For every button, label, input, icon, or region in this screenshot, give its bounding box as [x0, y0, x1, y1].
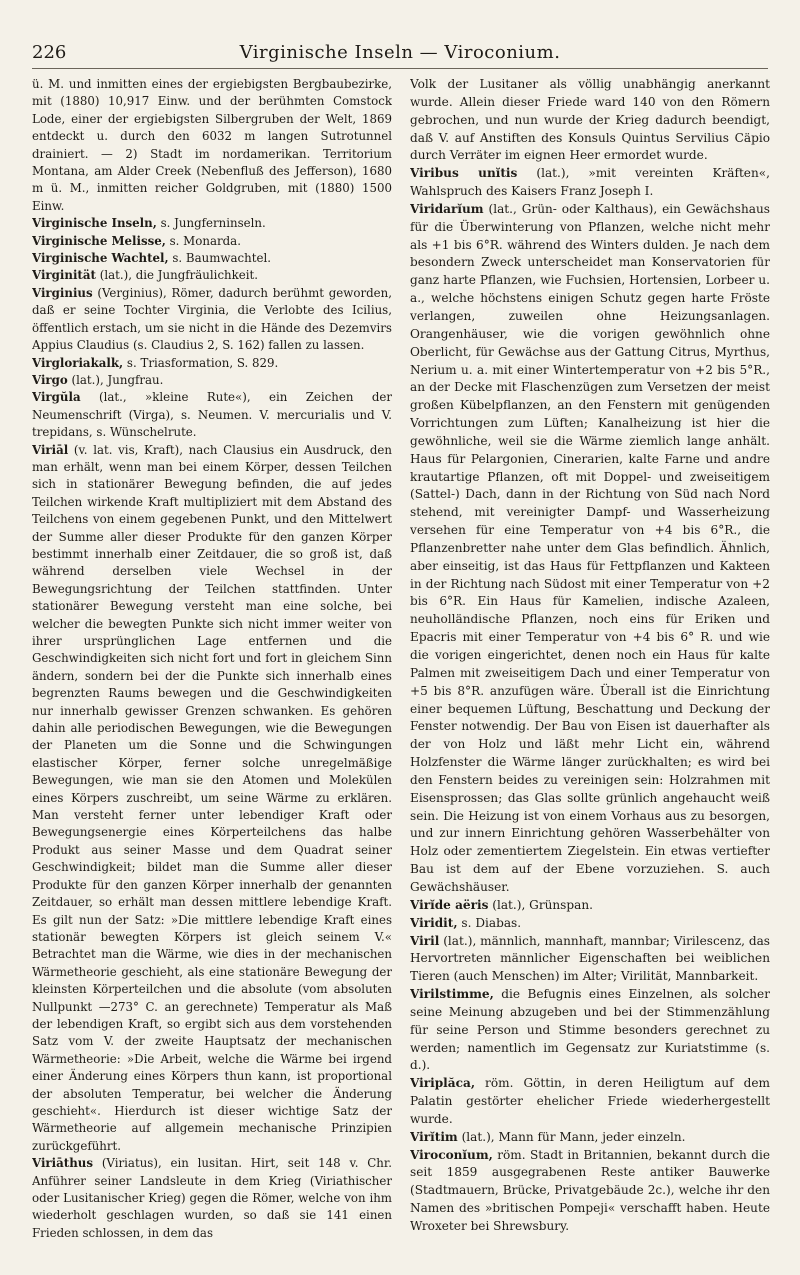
- entry-headword: Virginius: [32, 285, 93, 300]
- entry-headword: Virgŭla: [32, 390, 81, 405]
- entry-headword: Virilstimme,: [410, 987, 494, 1002]
- entry-text: (lat.), Jungfrau.: [67, 372, 164, 387]
- dictionary-entry: [410, 1075, 770, 1129]
- dictionary-entry: [410, 986, 770, 1075]
- entry-headword: Viridarĭum: [410, 201, 484, 216]
- entry-headword: Virginische Wachtel,: [32, 251, 169, 266]
- entry-text: s. Diabas.: [457, 915, 522, 930]
- entry-text: röm. Göttin, in deren Heiligtum auf dem Palatin gestörter ehelicher Friede wiederhergestellt wurde.: [410, 1076, 770, 1126]
- entry-text: (lat.), Mann für Mann, jeder einzeln.: [457, 1129, 686, 1144]
- entry-continuation: [410, 76, 770, 165]
- entry-text: s. Triasformation, S. 829.: [123, 355, 279, 370]
- right-column: [410, 76, 770, 1261]
- dictionary-entry: [32, 442, 392, 1156]
- entry-text: s. Monarda.: [165, 233, 241, 248]
- entry-headword: Virĭde aëris: [410, 897, 489, 912]
- entry-text: s. Jungferninseln.: [156, 216, 266, 231]
- entry-text: (lat.), Grünspan.: [488, 897, 593, 912]
- dictionary-entry: [32, 355, 392, 372]
- entry-headword: Viriāl: [32, 442, 69, 457]
- entry-text: die Befugnis eines Einzelnen, als solcher seine Meinung abzugeben und bei der Stimmenzählung für seine Person und Stimme besonders gerechnet zu werden; namentlich im Gegensatz zur Kuriatstimme (s. d.).: [410, 987, 770, 1073]
- entry-text: (lat.), die Jungfräulichkeit.: [95, 268, 259, 283]
- dictionary-entry: [32, 267, 392, 284]
- entry-headword: Viriplăca,: [410, 1076, 476, 1091]
- entry-headword: Virĭtim: [410, 1129, 458, 1144]
- entry-headword: Viridit,: [410, 915, 458, 930]
- page-header: [32, 40, 768, 69]
- entry-text: röm. Stadt in Britannien, bekannt durch die seit 1859 ausgegrabenen Reste antiker Bauwerke (Stadtmauern, Brücke, Privatgebäude 2c.), welche ihr den Namen des »britischen Pompeji« verschafft haben. Heute Wroxeter bei Shrewsbury.: [410, 1147, 770, 1233]
- dictionary-entry: [32, 1155, 392, 1242]
- entry-headword: Virginische Inseln,: [32, 216, 157, 231]
- entry-headword: Virgloriakalk,: [32, 355, 124, 370]
- dictionary-entry: [410, 933, 770, 987]
- dictionary-entry: [410, 915, 770, 933]
- dictionary-entry: [32, 215, 392, 232]
- entry-text: ü. M. und inmitten eines der ergiebigsten Bergbaubezirke, mit (1880) 10,917 Einw. und der berühmten Comstock Lode, einer der ergiebigsten Silbergruben der Welt, 1869 entdeckt u. durch den 6032 m langen Sutrotunnel drainiert. — 2) Stadt im nordamerikan. Territorium Montana, am Alder Creek (Nebenfluß des Jefferson), 1680 m ü. M., inmitten reicher Goldgruben, mit (1880) 1500 Einw.: [32, 77, 392, 213]
- entry-text: (lat.), männlich, mannhaft, mannbar; Virilescenz, das Hervortreten männlicher Eigenschaften bei weiblichen Tieren (auch Menschen) im Alter; Virilität, Mannbarkeit.: [410, 933, 770, 984]
- dictionary-entry: [32, 372, 392, 389]
- dictionary-entry: [32, 285, 392, 355]
- entry-headword: Virgo: [32, 372, 68, 387]
- dictionary-entry: [32, 389, 392, 441]
- dictionary-entry: [410, 1129, 770, 1147]
- page-number: 226: [32, 42, 67, 63]
- entry-headword: Viribus unĭtis: [410, 166, 518, 181]
- dictionary-entry: [410, 897, 770, 915]
- dictionary-entry: [32, 250, 392, 267]
- entry-text: (v. lat. vis, Kraft), nach Clausius ein Ausdruck, den man erhält, wenn man bei einem Körper, dessen Teilchen sich in stationärer Bewegung befinden, die auf jedes Teilchen wirkende Kraft multipliziert mit dem Abstand des Teilchens von einem gegebenen Punkt, und den Mittelwert der Summe aller dieser Produkte für den ganzen Körper bestimmt innerhalb einer Zeitdauer, die so groß ist, daß während derselben viele Wechsel in der Bewegungsrichtung der Teilchen stattfinden. Unter stationärer Bewegung versteht man eine solche, bei welcher die bewegten Punkte sich nicht immer weiter von ihrer ursprünglichen Lage entfernen und die Geschwindigkeiten sich nicht fort und fort in gleichem Sinn ändern, sondern bei der die Punkte sich innerhalb eines begrenzten Raums bewegen und die Geschwindigkeiten nur innerhalb gewisser Grenzen schwanken. Es gehören dahin alle periodischen Bewegungen, wie die Bewegungen der Planeten um die Sonne und die Schwingungen elastischer Körper, ferner solche unregelmäßige Bewegungen, wie man sie den Atomen und Molekülen eines Körpers zuschreibt, um seine Wärme zu erklären. Man versteht ferner unter lebendiger Kraft oder Bewegungsenergie eines Körperteilchens das halbe Produkt aus seiner Masse und dem Quadrat seiner Geschwindigkeit; bildet man die Summe aller dieser Produkte für den ganzen Körper innerhalb der genannten Zeitdauer, so erhält man dessen mittlere lebendige Kraft. Es gilt nun der Satz: »Die mittlere lebendige Kraft eines stationär bewegten Körpers ist gleich seinem V.« Betrachtet man die Wärme, wie dies in der mechanischen Wärmetheorie geschieht, als eine stationäre Bewegung der kleinsten Körperteilchen und die absolute (vom absoluten Nullpunkt —273° C. an gerechnete) Temperatur als Maß der lebendigen Kraft, so ergibt sich aus dem vorstehenden Satz vom V. der zweite Hauptsatz der mechanischen Wärmetheorie: »Die Arbeit, welche die Wärme bei irgend einer Änderung eines Körpers thun kann, ist proportional der absoluten Temperatur, bei welcher die Änderung geschieht«. Hierdurch ist dieser wichtige Satz der Wärmetheorie auf allgemein mechanische Prinzipien zurückgeführt.: [32, 442, 392, 1153]
- entry-text: (Verginius), Römer, dadurch berühmt geworden, daß er seine Tochter Virginia, die Verlobte des Icilius, öffentlich erstach, um sie nicht in die Hände des Dezemvirs Appius Claudius (s. Claudius 2, S. 162) fallen zu lassen.: [32, 285, 392, 353]
- entry-continuation: [32, 76, 392, 215]
- entry-text: (lat., »kleine Rute«), ein Zeichen der Neumenschrift (Virga), s. Neumen. V. mercurialis und V. trepidans, s. Wünschelrute.: [32, 390, 392, 440]
- entry-text: (Viriatus), ein lusitan. Hirt, seit 148 v. Chr. Anführer seiner Landsleute in dem Krieg (Viriathischer oder Lusitanischer Krieg) gegen die Römer, welche von ihm wiederholt geschlagen wurden, so daß sie 141 einen Frieden schlossen, in dem das: [32, 1156, 392, 1240]
- dictionary-entry: [410, 1147, 770, 1236]
- entry-text: (lat.), »mit vereinten Kräften«, Wahlspruch des Kaisers Franz Joseph I.: [410, 166, 770, 199]
- dictionary-entry: [410, 201, 770, 897]
- entry-headword: Viril: [410, 933, 440, 948]
- entry-headword: Viroconĭum,: [410, 1147, 493, 1162]
- entry-headword: Viriāthus: [32, 1156, 94, 1171]
- left-column: [32, 76, 392, 1261]
- dictionary-entry: [410, 165, 770, 201]
- entry-text: Volk der Lusitaner als völlig unabhängig anerkannt wurde. Allein dieser Friede ward 140 von den Römern gebrochen, und nun wurde der Krieg dadurch beendigt, daß V. auf Anstiften des Konsuls Quintus Servilius Cäpio durch Verräter im eignen Heer ermordet wurde.: [410, 77, 770, 163]
- entry-headword: Virginität: [32, 268, 96, 283]
- entry-headword: Virginische Melisse,: [32, 233, 166, 248]
- entry-text: s. Baumwachtel.: [168, 251, 271, 266]
- entry-text: (lat., Grün- oder Kalthaus), ein Gewächshaus für die Überwinterung von Pflanzen, welche nicht mehr als +1 bis 6°R. während des Winters dulden. Je nach dem besondern Zweck unterscheidet man Konservatorien für ganz harte Pflanzen, wie Fuchsien, Hortensien, Lorbeer u. a., welche höchstens einigen Schutz gegen harte Fröste verlangen, zuweilen ohne Heizungsanlagen. Orangenhäuser, wie die vorigen gewöhnlich ohne Oberlicht, für Gewächse aus der Gattung Citrus, Myrthus, Nerium u. a. mit einer Wintertemperatur von +2 bis 5°R., an der Decke mit Flaschenzügen zum Versetzen der meist großen Kübelpflanzen, an den Fenstern mit genügenden Vorrichtungen zum Lüften; Kanalheizung ist hier die gewöhnliche, weil sie die Wärme ziemlich lange anhält. Haus für Pelargonien, Cinerarien, kalte Farne und andre krautartige Pflanzen, oft mit Doppel- und zweiseitigem (Sattel-) Dach, dann in der Richtung von Süd nach Nord stehend, mit vereinigter Dampf- und Wasserheizung versehen für eine Temperatur von +4 bis 6°R., die Pflanzenbretter nahe unter dem Glas befindlich. Ähnlich, aber einseitig, ist das Haus für Fettpflanzen und Kakteen in der Richtung nach Südost mit einer Temperatur von +2 bis 6°R. Ein Haus für Kamelien, indische Azaleen, neuholländische Pflanzen, noch eins für Eriken und Epacris mit einer Temperatur von +4 bis 6° R. und wie die vorigen eingerichtet, denen noch ein Haus für kalte Palmen mit zweiseitigem Dach und einer Temperatur von +5 bis 8°R. anzufügen wäre. Überall ist die Einrichtung einer bequemen Lüftung, Beschattung und Deckung der Fenster notwendig. Der Bau von Eisen ist dauerhafter als der von Holz und läßt mehr Licht ein, während Holzfenster die Wärme länger zurückhalten; es wird bei den Fenstern beides zu vereinigen sein: Holzrahmen mit Eisensprossen; das Glas sollte grünlich angehaucht weiß sein. Die Heizung ist von einem Vorhaus aus zu besorgen, und zur innern Einrichtung gehören Wasserbehälter von Holz oder zementiertem Ziegelstein. Ein etwas vertiefter Bau ist dem auf der Ebene vorzuziehen. S. auch Gewächshäuser.: [410, 201, 770, 894]
- dictionary-entry: [32, 233, 392, 250]
- running-title: Virginische Inseln — Viroconium.: [239, 42, 561, 63]
